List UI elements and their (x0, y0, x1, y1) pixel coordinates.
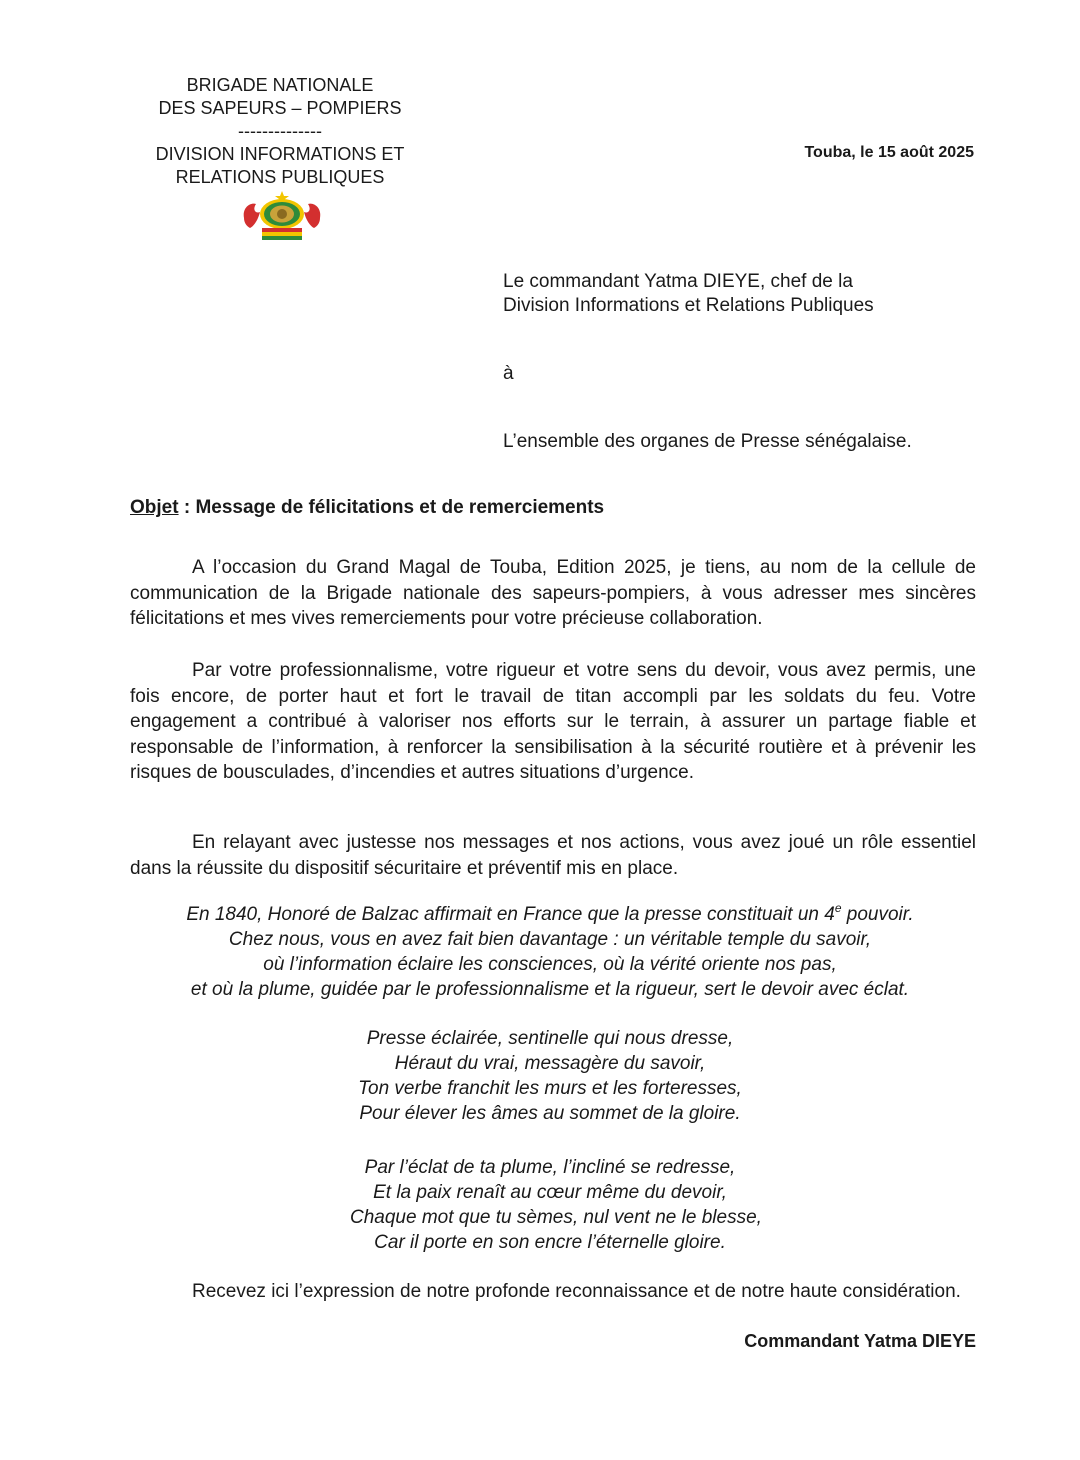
paragraph-2: Par votre professionnalisme, votre rigueur et votre sens du devoir, vous avez permis, une fois encore, de porter haut et fort le travail de titan accompli par les soldats du feu. Votre engagement a contribué à valoriser nos efforts sur le terrain, à assurer un partage fiable et responsable de l’information, à renforcer la sensibilisation à la sécurité routière et à prévenir les risques de bousculades, d’incendies et autres situations d’urgence. (130, 660, 976, 783)
org-name-line1: BRIGADE NATIONALE (186, 75, 374, 95)
quote-line-3: où l’information éclaire les consciences, où la vérité oriente nos pas, (263, 954, 837, 975)
quote-line-2: Chez nous, vous en avez fait bien davantage : un véritable temple du savoir, (228, 929, 872, 950)
poem-stanza-1 (350, 1026, 750, 1126)
stanza-2-line: Car il porte en son encre l’éternelle gloire. (374, 1232, 726, 1253)
fire-brigade-emblem-icon (240, 190, 324, 242)
sender-line2: Division Informations et Relations Publiques (503, 295, 874, 316)
quote-line-4: et où la plume, guidée par le professionnalisme et la rigueur, sert le devoir avec éclat. (190, 979, 910, 1000)
quote-line-1-superscript: e (834, 901, 842, 915)
subject-label: Objet (130, 497, 179, 518)
division-name-line1: DIVISION INFORMATIONS ET (155, 144, 405, 164)
balzac-quote (100, 902, 1000, 1002)
poem-stanza-2 (350, 1155, 762, 1255)
stanza-2-line: Chaque mot que tu sèmes, nul vent ne le blesse, (350, 1207, 762, 1228)
stanza-1-line: Presse éclairée, sentinelle qui nous dresse, (366, 1028, 734, 1049)
header-separator: -------------- (238, 121, 322, 141)
quote-line-1-text: En 1840, Honoré de Balzac affirmait en France que la presse constituait un 4 (186, 904, 835, 925)
stanza-2-line: Et la paix renaît au cœur même du devoir, (373, 1182, 727, 1203)
stanza-1-line: Pour élever les âmes au sommet de la gloire. (359, 1103, 741, 1124)
letter-date: Touba, le 15 août 2025 (804, 144, 974, 161)
quote-line-1 (100, 902, 1000, 927)
sender-line1: Le commandant Yatma DIEYE, chef de la (503, 271, 853, 292)
closing-paragraph: Recevez ici l’expression de notre profonde reconnaissance et de notre haute considération. (192, 1281, 961, 1302)
recipient-line: L’ensemble des organes de Presse sénégalaise. (503, 431, 912, 452)
subject-line (130, 497, 604, 519)
stanza-1-line: Ton verbe franchit les murs et les forteresses, (358, 1078, 742, 1099)
subject-text: Message de félicitations et de remerciements (195, 497, 605, 518)
to-word: à (503, 363, 514, 384)
sender-block (503, 270, 874, 318)
stanza-1-line: Héraut du vrai, messagère du savoir, (394, 1053, 706, 1074)
signature: Commandant Yatma DIEYE (744, 1331, 976, 1351)
paragraph-1: A l’occasion du Grand Magal de Touba, Edition 2025, je tiens, au nom de la cellule de communication de la Brigade nationale des sapeurs-pompiers, à vous adresser mes sincères félicitations et mes vives remerciements pour votre précieuse collaboration. (130, 557, 976, 629)
stanza-2-line: Par l’éclat de ta plume, l’incliné se redresse, (364, 1157, 736, 1178)
org-name-line2: DES SAPEURS – POMPIERS (158, 98, 402, 118)
division-name-line2: RELATIONS PUBLIQUES (175, 167, 385, 187)
paragraph-3: En relayant avec justesse nos messages et nos actions, vous avez joué un rôle essentiel dans la réussite du dispositif sécuritaire et préventif mis en place. (130, 832, 976, 879)
subject-separator: : (178, 497, 196, 518)
organization-header (130, 74, 430, 189)
quote-line-1-end: pouvoir. (841, 904, 914, 925)
